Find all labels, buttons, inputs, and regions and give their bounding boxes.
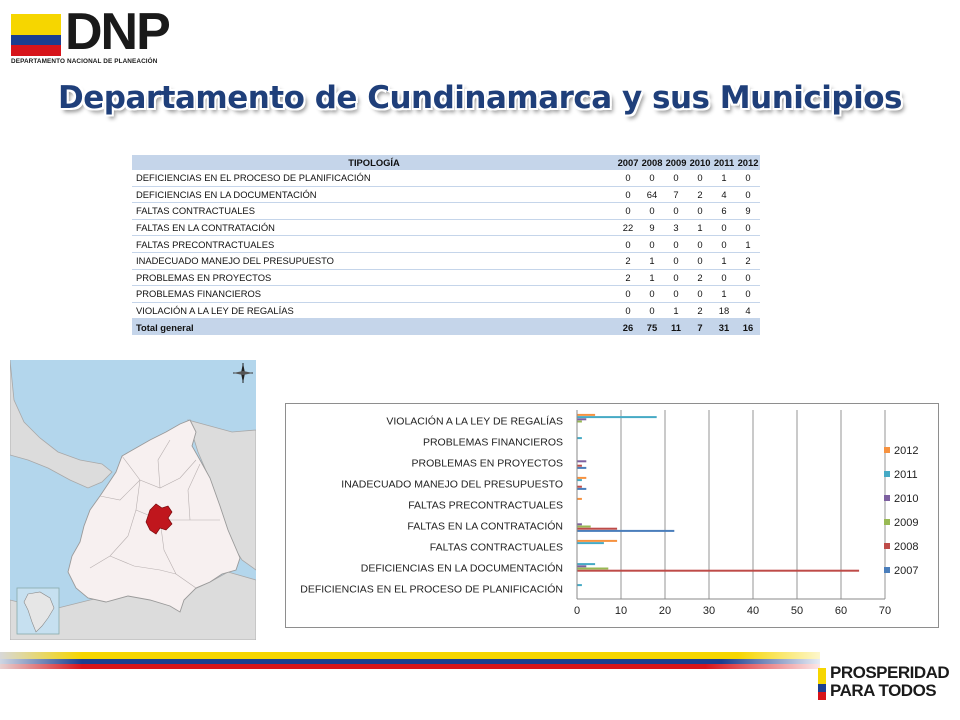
slogan-line-2: PARA TODOS (830, 681, 937, 700)
cell-value: 2 (616, 269, 640, 286)
bar-2008 (578, 465, 582, 467)
tipologia-table (132, 155, 760, 335)
cell-value: 0 (688, 236, 712, 253)
column-header: 2012 (737, 157, 759, 168)
map-drawing (10, 360, 256, 640)
cell-value: 2 (688, 186, 712, 203)
table-row (132, 236, 760, 253)
bar-2009 (578, 568, 609, 570)
legend-label: 2007 (894, 565, 919, 577)
legend-swatch-2007 (884, 567, 890, 573)
cell-value: 0 (640, 203, 664, 220)
cell-value: 1 (712, 252, 736, 269)
row-label: VIOLACIÓN A LA LEY DE REGALÍAS (132, 302, 616, 319)
cell-value: 2 (616, 252, 640, 269)
total-row (132, 319, 760, 335)
category-label: INADECUADO MANEJO DEL PRESUPUESTO (341, 478, 563, 491)
cell-value: 0 (616, 236, 640, 253)
cell-value: 0 (712, 269, 736, 286)
bar-2008 (578, 486, 582, 488)
bar-2011 (578, 542, 604, 544)
row-label: DEFICIENCIAS EN LA DOCUMENTACIÓN (132, 186, 616, 203)
cell-value: 0 (688, 286, 712, 303)
cell-value: 0 (616, 286, 640, 303)
column-header: 2009 (665, 157, 687, 168)
slogan-line-1: PROSPERIDAD (830, 663, 950, 682)
table-row (132, 302, 760, 319)
cell-value: 18 (712, 302, 736, 319)
legend-label: 2008 (894, 541, 919, 553)
table-row (132, 170, 760, 186)
dnp-logo (11, 3, 191, 68)
cell-value: 16 (736, 319, 760, 335)
cell-value: 9 (640, 219, 664, 236)
cell-value: 31 (712, 319, 736, 335)
cell-value: 1 (664, 302, 688, 319)
bar-2010 (578, 523, 582, 525)
table-row (132, 286, 760, 303)
x-tick-label: 70 (878, 605, 892, 617)
row-label: FALTAS PRECONTRACTUALES (132, 236, 616, 253)
x-tick-label: 20 (658, 605, 672, 617)
row-label: FALTAS CONTRACTUALES (132, 203, 616, 220)
legend-swatch-2008 (884, 543, 890, 549)
row-label: FALTAS EN LA CONTRATACIÓN (132, 219, 616, 236)
central-america-shape (10, 360, 112, 488)
bar-2008 (578, 528, 618, 530)
cell-value: 0 (664, 252, 688, 269)
cell-value: 1 (688, 219, 712, 236)
bar-2007 (578, 467, 587, 469)
bar-chart-svg (286, 404, 938, 627)
cell-value: 0 (736, 286, 760, 303)
cell-value: 0 (736, 219, 760, 236)
cell-value: 0 (640, 286, 664, 303)
cell-value: 2 (736, 252, 760, 269)
dnp-logo-subtitle: DEPARTAMENTO NACIONAL DE PLANEACIÓN (11, 58, 158, 65)
colombia-map (10, 360, 256, 640)
cell-value: 2 (688, 302, 712, 319)
column-header: 2007 (617, 157, 639, 168)
cell-value: 0 (616, 302, 640, 319)
bar-2007 (578, 530, 675, 532)
cell-value: 0 (712, 236, 736, 253)
x-tick-label: 0 (573, 605, 581, 617)
cell-value: 1 (736, 236, 760, 253)
prosperidad-logo (818, 664, 948, 704)
compass-icon (233, 363, 253, 383)
legend-swatch-2012 (884, 447, 890, 453)
cell-value: 0 (736, 186, 760, 203)
category-label: VIOLACIÓN A LA LEY DE REGALÍAS (386, 415, 563, 428)
cell-value: 7 (664, 186, 688, 203)
cell-value: 1 (712, 286, 736, 303)
legend-label: 2010 (894, 493, 919, 505)
cell-value: 0 (664, 269, 688, 286)
column-header: 2010 (689, 157, 711, 168)
cell-value: 0 (616, 186, 640, 203)
cell-value: 6 (712, 203, 736, 220)
cell-value: 0 (688, 252, 712, 269)
cell-value: 0 (664, 170, 688, 186)
bar-2010 (578, 460, 587, 462)
cell-value: 1 (640, 252, 664, 269)
bar-2010 (578, 565, 587, 567)
cell-value: 1 (712, 170, 736, 186)
legend-label: 2012 (894, 445, 919, 457)
cell-value: 4 (736, 302, 760, 319)
category-label: PROBLEMAS FINANCIEROS (422, 436, 563, 449)
bar-2011 (578, 563, 596, 565)
bar-2012 (578, 477, 587, 479)
bar-2012 (578, 414, 596, 416)
flag-stripe-footer (0, 652, 820, 669)
cell-value: 0 (616, 170, 640, 186)
cell-value: 0 (688, 170, 712, 186)
cell-value: 0 (664, 203, 688, 220)
row-label: INADECUADO MANEJO DEL PRESUPUESTO (132, 252, 616, 269)
bar-2012 (578, 498, 582, 500)
row-label: PROBLEMAS FINANCIEROS (132, 286, 616, 303)
table-row (132, 219, 760, 236)
bar-2011 (578, 584, 582, 586)
row-label: DEFICIENCIAS EN EL PROCESO DE PLANIFICACIÓN (132, 170, 616, 186)
legend-swatch-2011 (884, 471, 890, 477)
bar-2008 (578, 570, 860, 572)
cell-value: 0 (640, 170, 664, 186)
bar-2009 (578, 526, 591, 528)
cell-value: 0 (736, 170, 760, 186)
cell-value: 0 (688, 203, 712, 220)
column-header: 2011 (713, 157, 735, 168)
row-label: PROBLEMAS EN PROYECTOS (132, 269, 616, 286)
cell-value: 22 (616, 219, 640, 236)
category-label: DEFICIENCIAS EN EL PROCESO DE PLANIFICACIÓN (300, 583, 563, 596)
legend-label: 2009 (894, 517, 919, 529)
bar-2007 (578, 488, 587, 490)
table-row (132, 186, 760, 203)
bar-2011 (578, 416, 657, 418)
x-tick-label: 30 (702, 605, 716, 617)
slogan-text (830, 664, 949, 700)
cell-value: 0 (712, 219, 736, 236)
cell-value: 75 (640, 319, 664, 335)
legend-swatch-2009 (884, 519, 890, 525)
bar-2012 (578, 540, 618, 542)
cell-value: 9 (736, 203, 760, 220)
x-tick-label: 60 (834, 605, 848, 617)
cell-value: 0 (640, 302, 664, 319)
table-header-row (132, 155, 760, 170)
table-row (132, 203, 760, 220)
column-header: TIPOLOGÍA (132, 155, 616, 170)
cell-value: 1 (640, 269, 664, 286)
table-row (132, 269, 760, 286)
bar-2011 (578, 437, 582, 439)
bar-2010 (578, 418, 587, 420)
x-tick-label: 10 (614, 605, 628, 617)
page-title: Departamento de Cundinamarca y sus Municipios (58, 80, 902, 116)
x-tick-label: 40 (746, 605, 760, 617)
cell-value: 0 (664, 236, 688, 253)
bar-2009 (578, 421, 582, 423)
legend-label: 2011 (894, 469, 918, 481)
legend-swatch-2010 (884, 495, 890, 501)
flag-icon (818, 668, 826, 700)
cell-value: 64 (640, 186, 664, 203)
cell-value: 4 (712, 186, 736, 203)
category-label: FALTAS PRECONTRACTUALES (408, 499, 563, 512)
category-label: FALTAS EN LA CONTRATACIÓN (407, 520, 563, 533)
table-row (132, 252, 760, 269)
cell-value: 3 (664, 219, 688, 236)
cell-value: 26 (616, 319, 640, 335)
cell-value: 7 (688, 319, 712, 335)
row-label: Total general (132, 319, 616, 335)
colombia-flag-icon (11, 14, 61, 56)
category-label: DEFICIENCIAS EN LA DOCUMENTACIÓN (360, 562, 563, 575)
x-tick-label: 50 (790, 605, 804, 617)
cell-value: 0 (616, 203, 640, 220)
cell-value: 0 (664, 286, 688, 303)
cell-value: 11 (664, 319, 688, 335)
cell-value: 0 (640, 236, 664, 253)
bar-2011 (578, 479, 582, 481)
column-header: 2008 (641, 157, 663, 168)
cell-value: 2 (688, 269, 712, 286)
category-label: FALTAS CONTRACTUALES (429, 541, 563, 554)
dnp-logo-text: DNP (65, 3, 169, 61)
cell-value: 0 (736, 269, 760, 286)
bar-chart (285, 403, 939, 628)
category-label: PROBLEMAS EN PROYECTOS (411, 457, 563, 470)
